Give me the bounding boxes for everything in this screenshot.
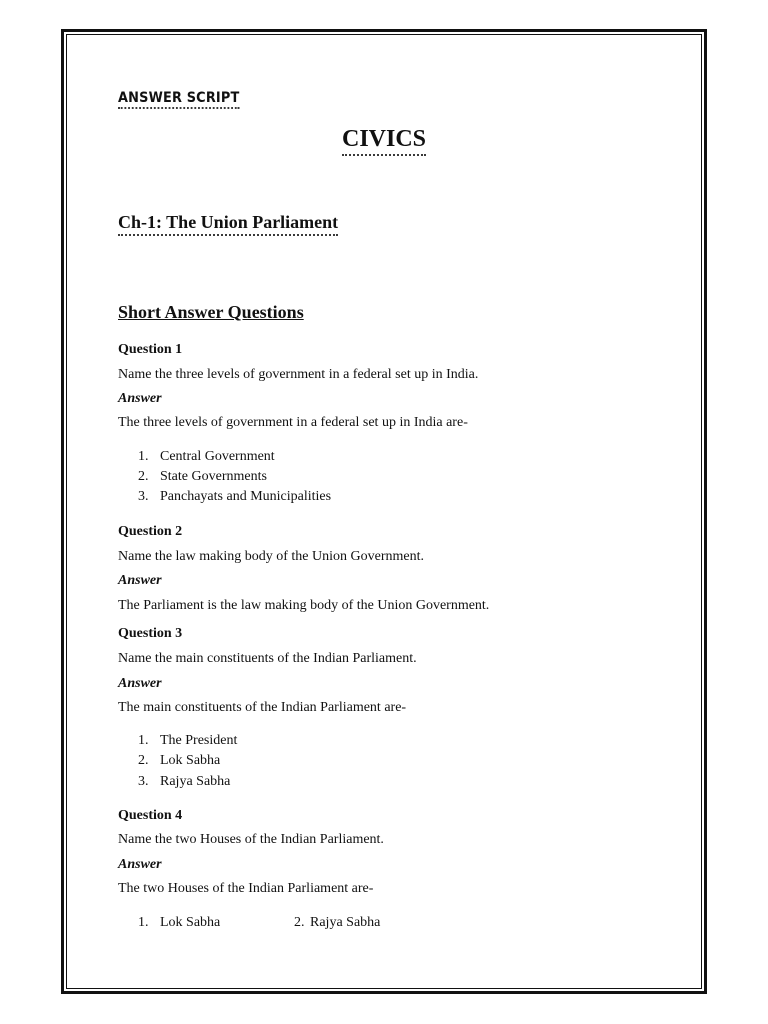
question-4-answer-label: Answer xyxy=(118,857,162,872)
list-number: 1. xyxy=(138,733,149,748)
answer-script-label: ANSWER SCRIPT xyxy=(118,90,239,109)
question-1-label: Question 1 xyxy=(118,342,183,357)
question-3-label: Question 3 xyxy=(118,626,183,641)
question-2-label: Question 2 xyxy=(118,524,183,539)
question-4-text: Name the two Houses of the Indian Parliament. xyxy=(118,832,384,847)
list-number: 1. xyxy=(138,915,149,930)
question-2-answer: The Parliament is the law making body of the Union Government. xyxy=(118,598,490,613)
list-number: 3. xyxy=(138,774,149,789)
list-number: 2. xyxy=(138,469,149,484)
question-3-answer: The main constituents of the Indian Parliament are- xyxy=(118,700,407,715)
list-text: Central Government xyxy=(160,449,275,464)
list-text: Panchayats and Municipalities xyxy=(160,489,332,504)
question-1-answer: The three levels of government in a federal set up in India are- xyxy=(118,415,468,430)
list-text: Lok Sabha xyxy=(160,753,221,768)
chapter-title: Ch-1: The Union Parliament xyxy=(118,212,338,236)
subject-title: CIVICS xyxy=(342,126,426,156)
list-number: 3. xyxy=(138,489,149,504)
list-text: State Governments xyxy=(160,469,267,484)
question-1-text: Name the three levels of government in a federal set up in India. xyxy=(118,367,479,382)
question-2-text: Name the law making body of the Union Government. xyxy=(118,549,424,564)
question-4-label: Question 4 xyxy=(118,808,183,823)
question-3-answer-label: Answer xyxy=(118,676,162,691)
section-title: Short Answer Questions xyxy=(118,302,304,322)
list-number: 1. xyxy=(138,449,149,464)
question-2-answer-label: Answer xyxy=(118,573,162,588)
question-4-answer: The two Houses of the Indian Parliament are- xyxy=(118,881,374,896)
list-number: 2. xyxy=(138,753,149,768)
list-text: Rajya Sabha xyxy=(310,915,381,930)
list-number: 2. xyxy=(294,915,305,930)
list-text: Lok Sabha xyxy=(160,915,221,930)
question-1-answer-label: Answer xyxy=(118,391,162,406)
list-text: Rajya Sabha xyxy=(160,774,231,789)
list-text: The President xyxy=(160,733,238,748)
question-3-text: Name the main constituents of the Indian Parliament. xyxy=(118,651,417,666)
